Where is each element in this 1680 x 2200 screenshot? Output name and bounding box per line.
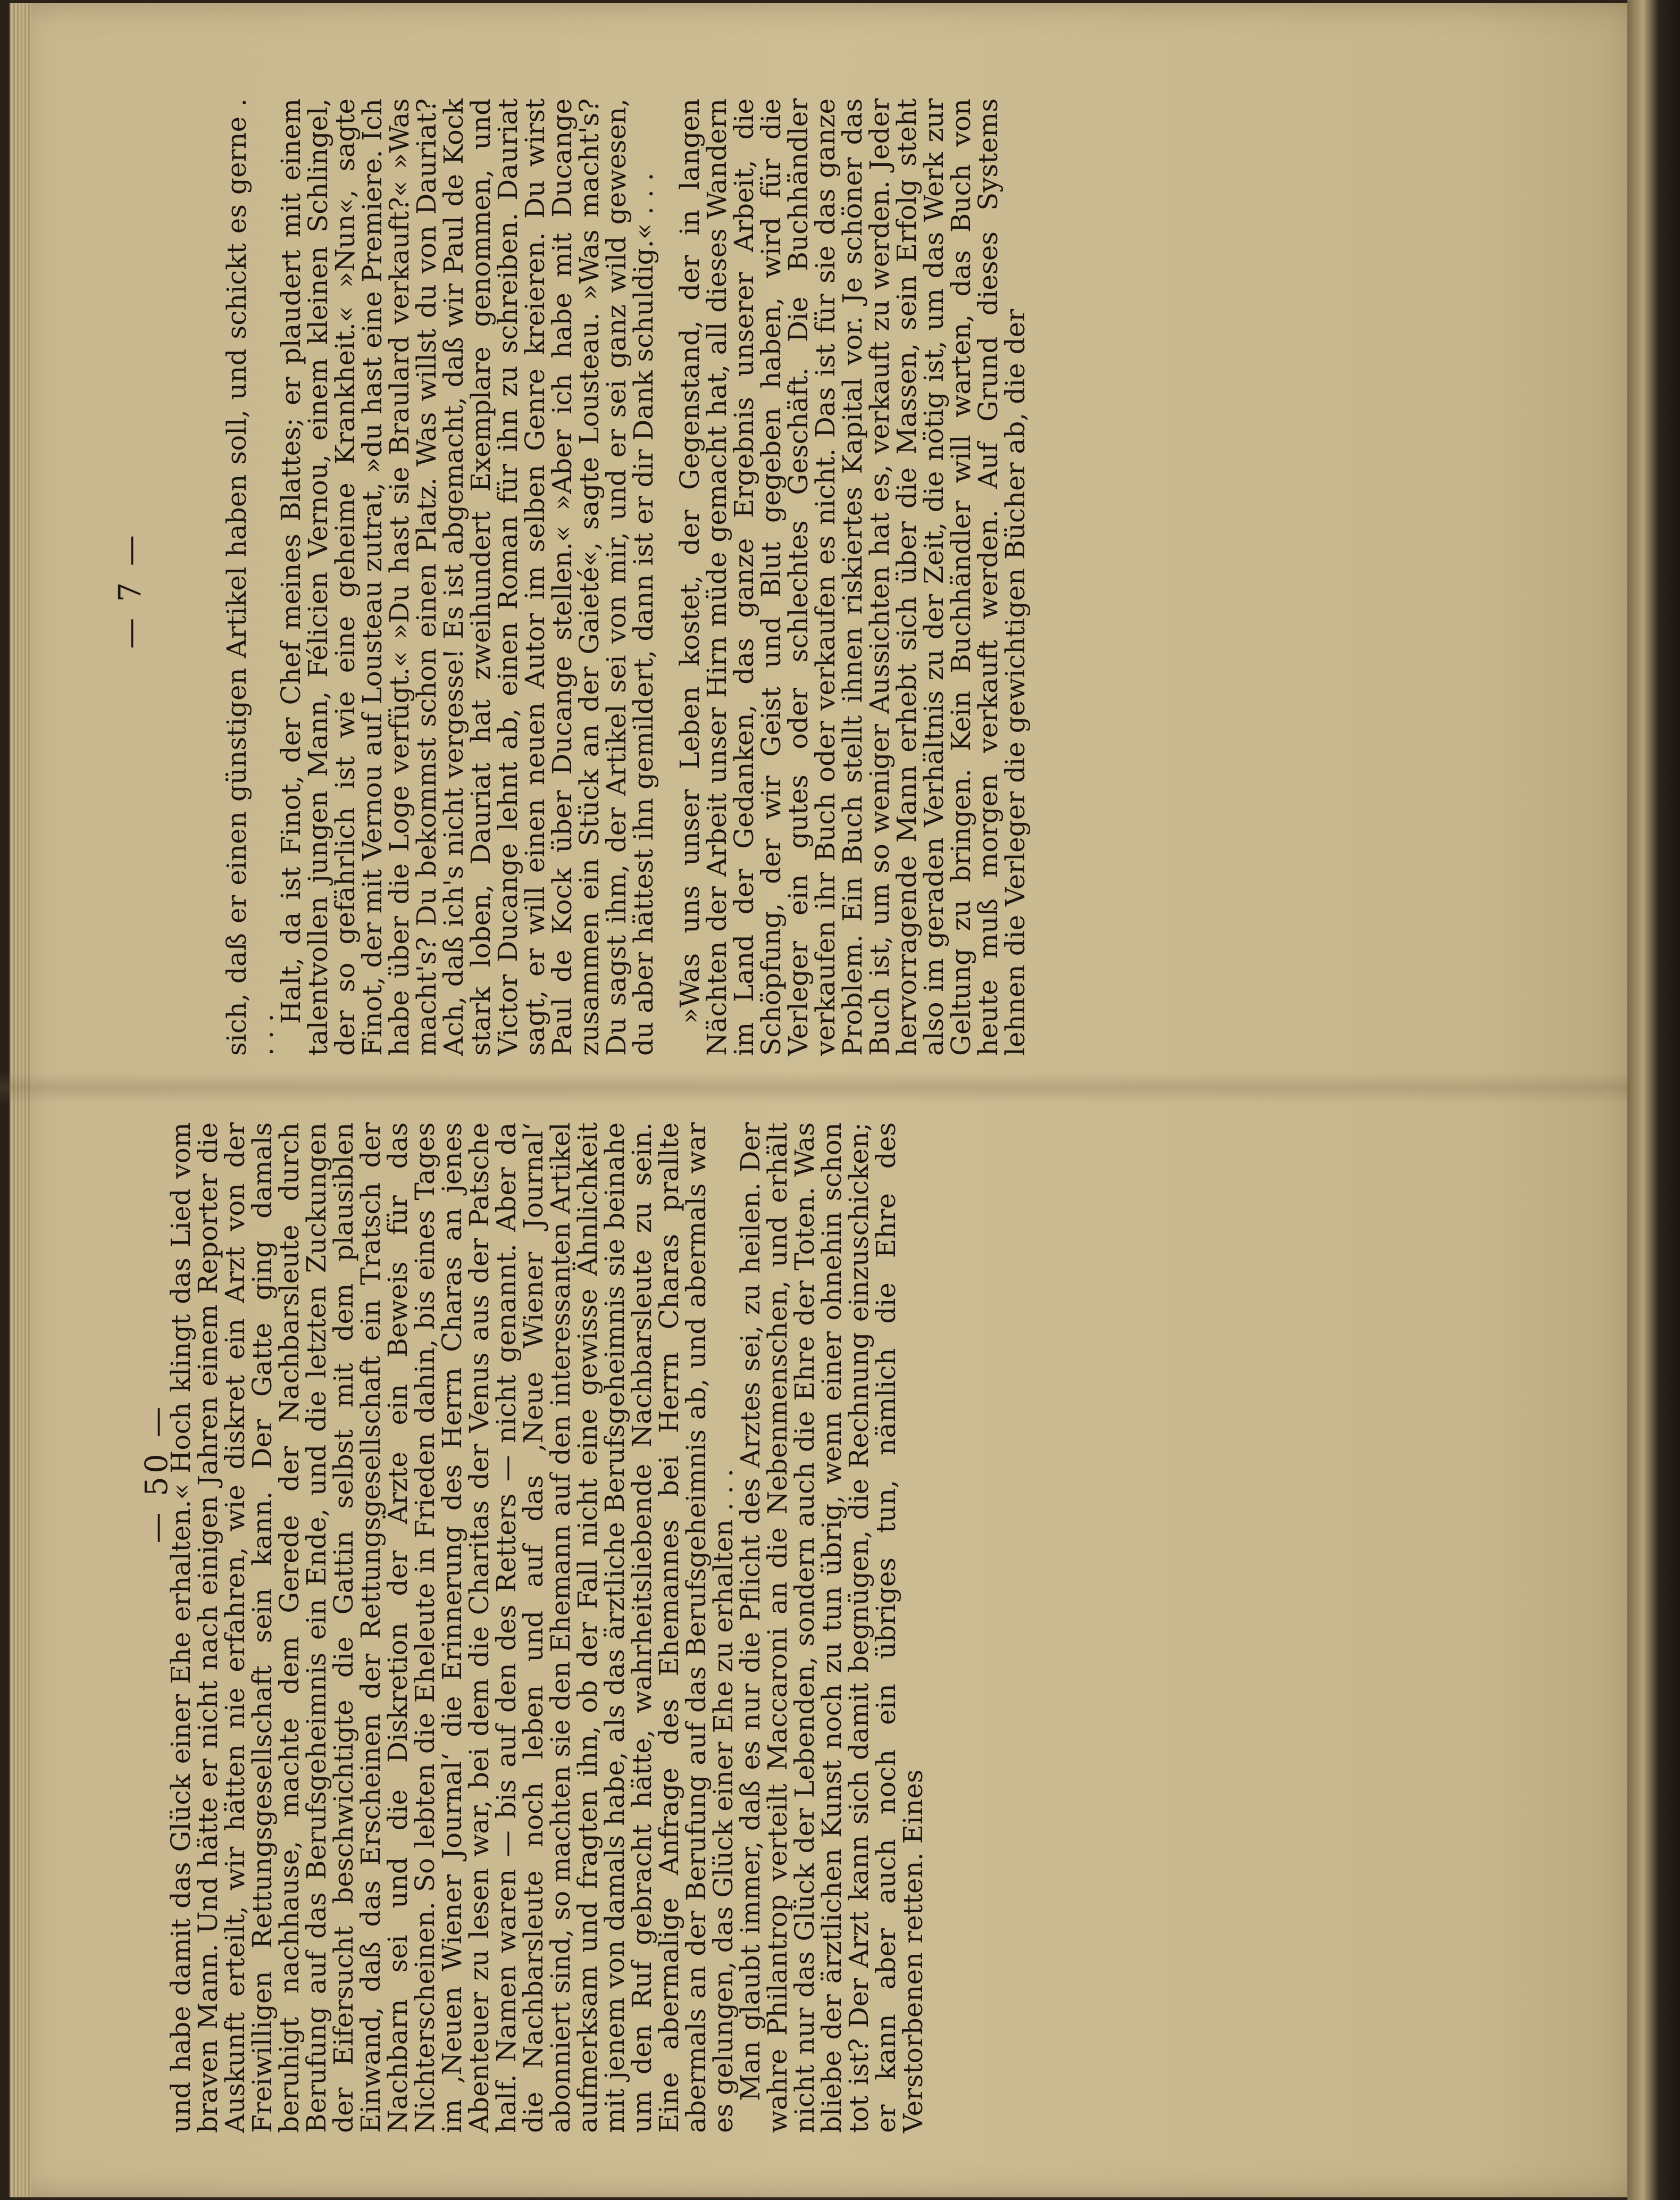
upper-paragraph-3: »Was uns unser Leben kostet, der Gegenstand, der in langen Nächten der Arbeit unser Hirn müde gemacht hat, all dieses Wandern im Land der Gedanken, das ganze Ergebnis unserer Arbeit, die Schöpfung, der wir Geist und Blut gegeben haben, wird für die Verleger ein gutes oder schlechtes Geschäft. Die Buchhändler verkaufen ihr Buch oder verkaufen es nicht. Das ist für sie das ganze Problem. Ein Buch stellt ihnen riskiertes Kapital vor. Je schöner das Buch ist, um so weniger Aussichten hat es, verkauft zu werden. Jeder hervorragende Mann erhebt sich über die Massen, sein Erfolg steht also im geraden Verhältnis zu der Zeit, die nötig ist, um das Werk zur Geltung zu bringen. Kein Buchhändler will warten, das Buch von heute muß morgen verkauft werden. Auf Grund dieses Systems lehnen die Verleger die gewichtigen Bücher ab, die der [674,98,1031,1056]
lower-page-text [165,1122,929,2133]
binding-edge [1627,0,1680,2200]
book-gutter [0,1072,1680,1104]
lower-paragraph-2: Man glaubt immer, daß es nur die Pflicht des Arztes sei, zu heilen. Der wahre Philantrop verteilt Maccaroni an die Nebenmenschen, und erhält nicht nur das Glück der Lebenden, sondern auch die Ehre der Toten. Was bliebe der ärztlichen Kunst noch zu tun übrig, wenn einer ohnehin schon tot ist? Der Arzt kann sich damit begnügen, die Rechnung einzuschicken; er kann aber auch noch ein übriges tun, nämlich die Ehre des Verstorbenen retten. Eines [735,1122,929,2133]
page-number-50: — 50 — [138,1403,174,1544]
upper-paragraph-2: Halt, da ist Finot, der Chef meines Blattes; er plaudert mit einem talentvollen jungen Mann, Félicien Vernou, einem kleinen Schlingel, der so gefährlich ist wie eine geheime Krankheit.« »Nun«, sagte Finot, der mit Vernou auf Lousteau zutrat, »du hast eine Premiere. Ich habe über die Loge verfügt.« »Du hast sie Braulard verkauft?« »Was macht's? Du bekommst schon einen Platz. Was willst du von Dauriat? Ach, daß ich's nicht vergesse! Es ist abgemacht, daß wir Paul de Kock stark loben, Dauriat hat zweihundert Exemplare genommen, und Victor Ducange lehnt ab, einen Roman für ihn zu schreiben. Dauriat sagt, er will einen neuen Autor im selben Genre kreieren. Du wirst Paul de Kock über Ducange stellen.« »Aber ich habe mit Ducange zusammen ein Stück an der Gaieté«, sagte Lousteau. »Was macht's? Du sagst ihm, der Artikel sei von mir, und er sei ganz wild gewesen, du aber hättest ihn gemildert, dann ist er dir Dank schuldig.« . . . [275,98,659,1056]
lower-paragraph-1: und habe damit das Glück einer Ehe erhalten.« Hoch klingt das Lied vom braven Mann. Und hätte er nicht nach einigen Jahren einem Reporter die Auskunft erteilt, wir hätten nie erfahren, wie diskret ein Arzt von der Freiwilligen Rettungsgesellschaft sein kann. Der Gatte ging damals beruhigt nachhause, machte dem Gerede der Nachbarsleute durch Berufung auf das Berufsgeheimnis ein Ende, und die letzten Zuckungen der Eifersucht beschwichtigte die Gattin selbst mit dem plausiblen Einwand, daß das Erscheinen der Rettungsgesellschaft ein Tratsch der Nachbarn sei und die Diskretion der Ärzte ein Beweis für das Nichterscheinen. So lebten die Eheleute in Frieden dahin, bis eines Tages im ‚Neuen Wiener Journal‘ die Erinnerung des Herrn Charas an jenes Abenteuer zu lesen war, bei dem die Charitas der Venus aus der Patsche half. Namen waren — bis auf den des Retters — nicht genannt. Aber da die Nachbarsleute noch leben und auf das ‚Neue Wiener Journal‘ abonniert sind, so machten sie den Ehemann auf den interessanten Artikel aufmerksam und fragten ihn, ob der Fall nicht eine gewisse Ähnlichkeit mit jenem von damals habe, als das ärztliche Berufsgeheimnis sie beinahe um den Ruf gebracht hätte, wahrheitsliebende Nachbarsleute zu sein. Eine abermalige Anfrage des Ehemannes bei Herrn Charas prallte abermals an der Berufung auf das Berufsgeheimnis ab, und abermals war es gelungen, das Glück einer Ehe zu erhalten . . . [165,1122,739,2133]
upper-paragraph-1: sich, daß er einen günstigen Artikel haben soll, und schickt es gerne . . . . [221,98,279,1056]
page-number-7: — 7 — [112,532,148,649]
upper-page-text [223,98,1029,1056]
